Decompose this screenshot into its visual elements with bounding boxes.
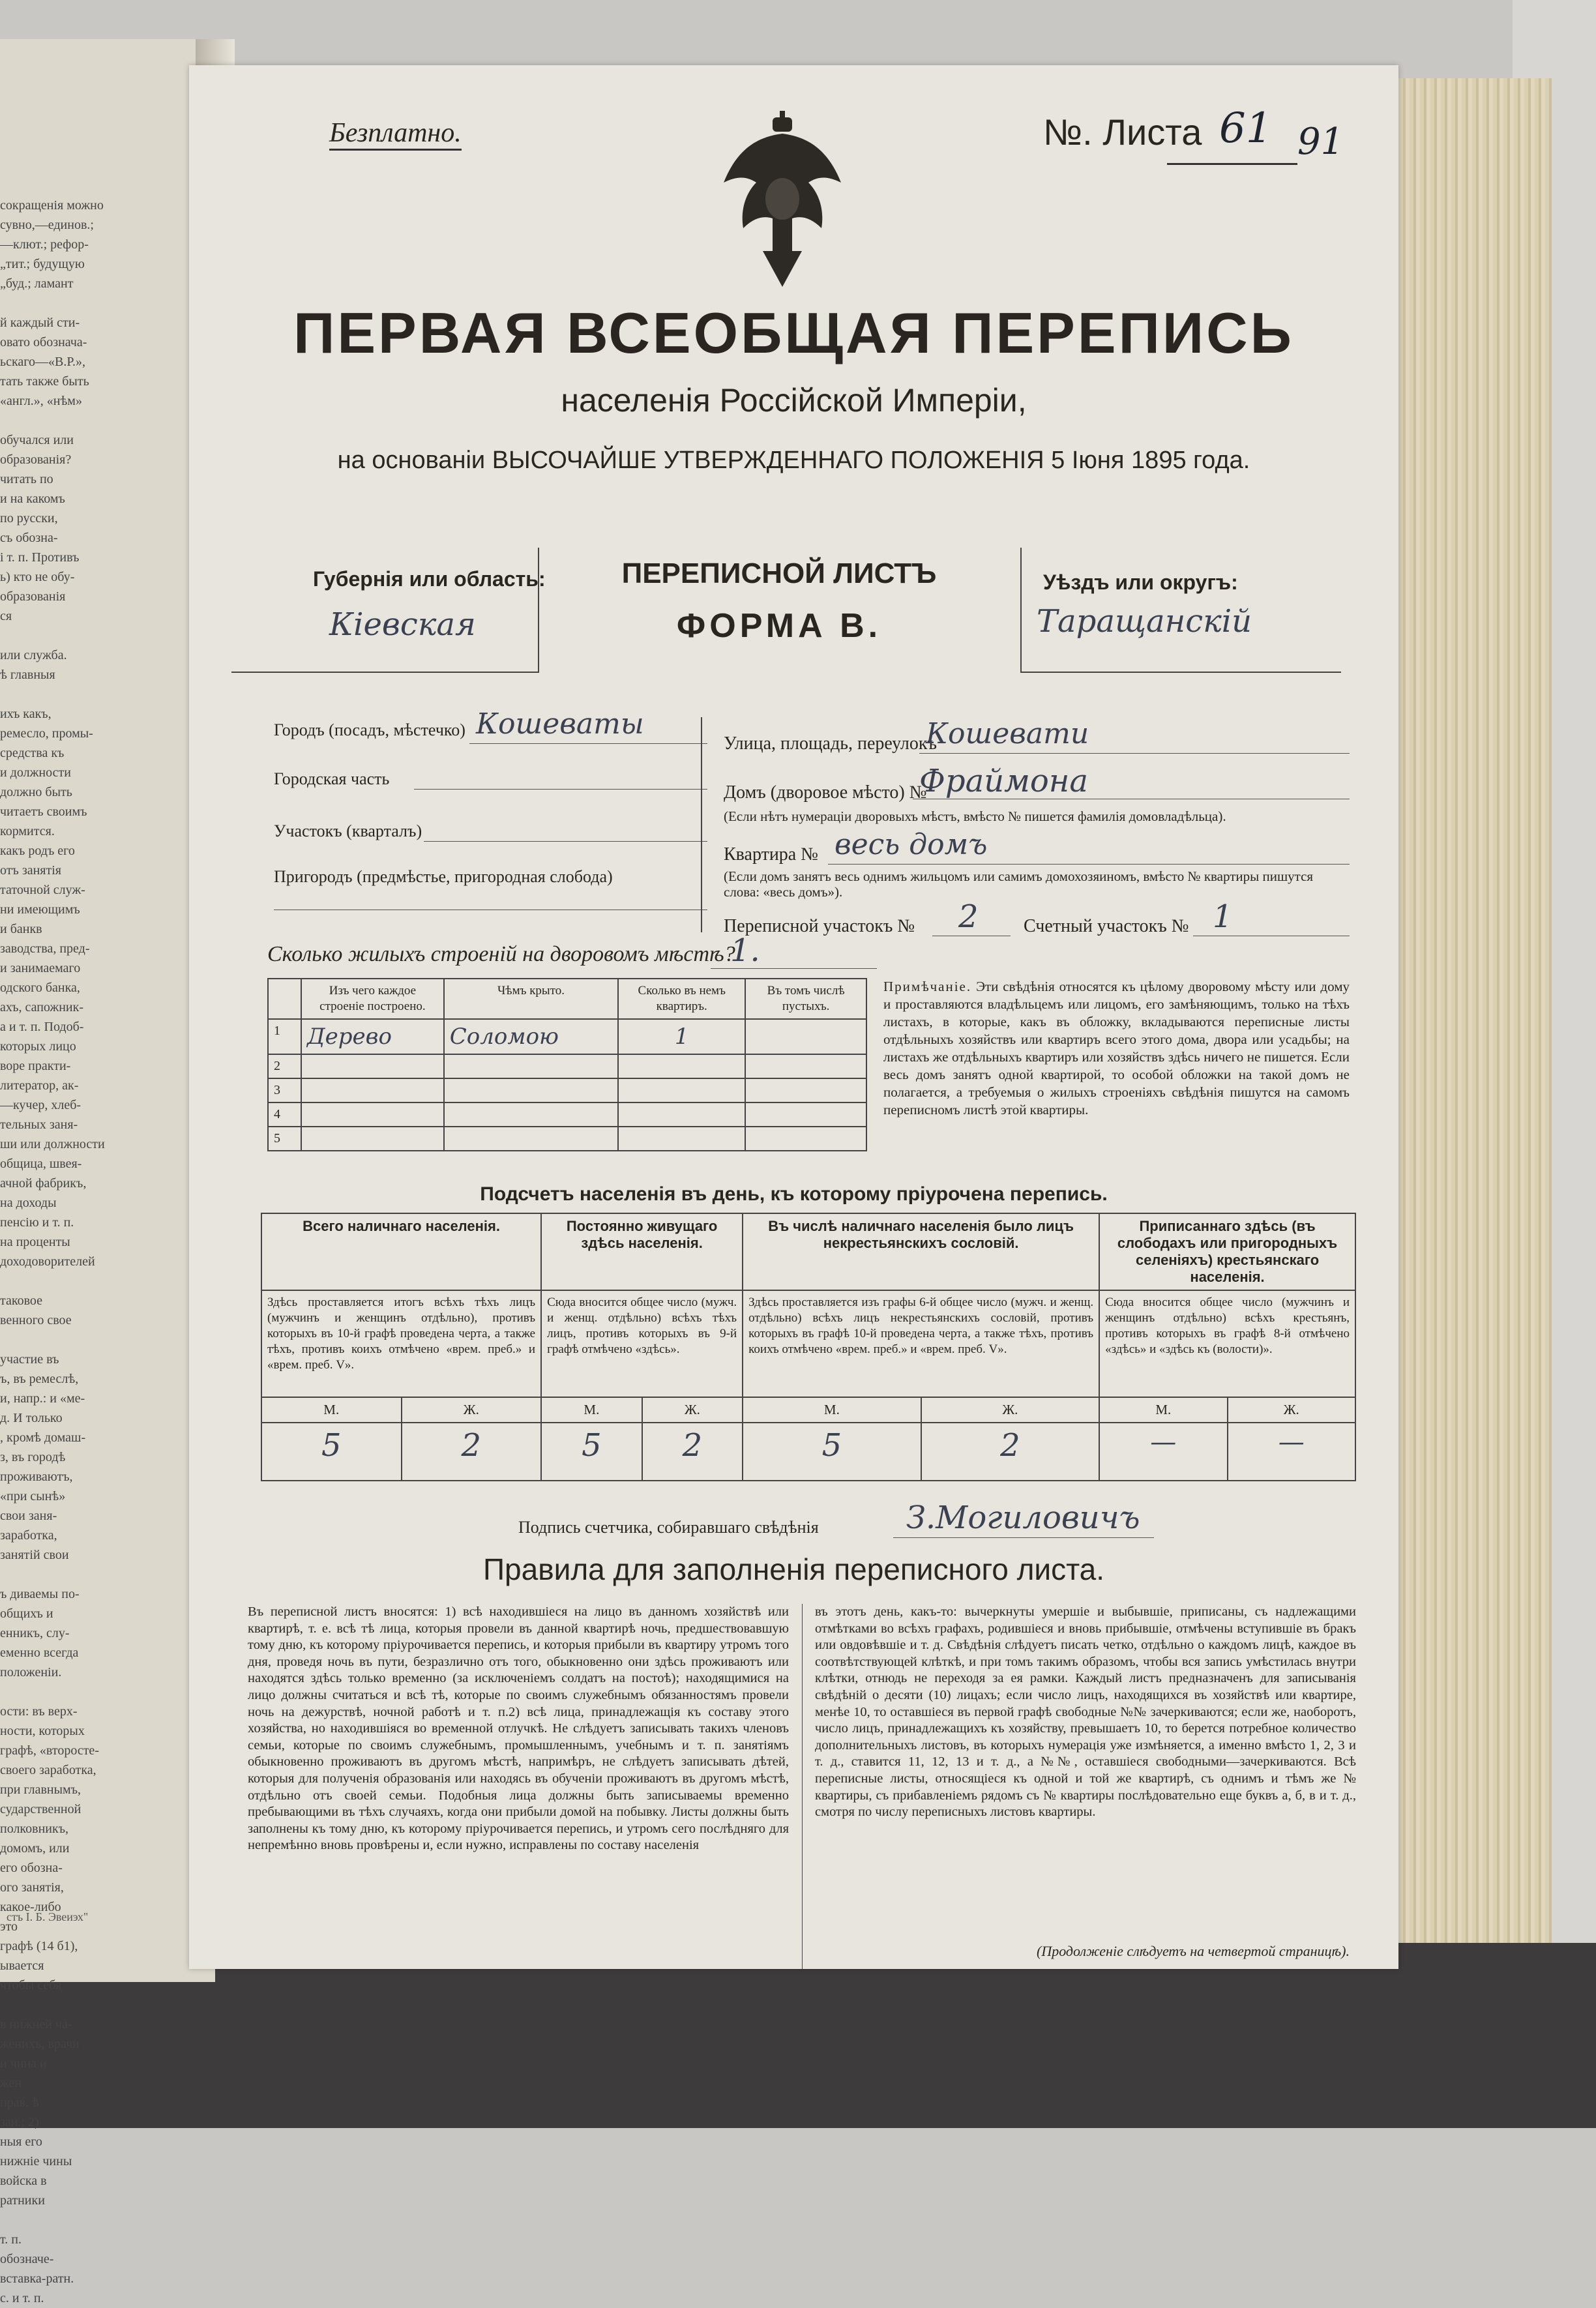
left-page-line: пенсію и т. п.	[0, 1215, 74, 1230]
rules-column-divider	[802, 1604, 803, 1969]
left-page-footer: стъ І. Б. Эвеиэх"	[7, 1910, 89, 1923]
address-divider	[701, 717, 702, 932]
left-page-line: полковникъ,	[0, 1822, 69, 1836]
double-headed-eagle-emblem	[711, 111, 854, 293]
building-material[interactable]	[301, 1127, 444, 1151]
left-page-line: отъ занятія	[0, 863, 61, 878]
left-page	[0, 39, 215, 2305]
buildings-col-empty: Въ томъ числѣ пустыхъ.	[745, 979, 866, 1019]
sex-label-f: Ж.	[402, 1397, 542, 1423]
left-page-line: вставка-ратн.	[0, 2271, 74, 2286]
left-page-line: заработка,	[0, 1528, 57, 1543]
uchastok-label: Участокъ (кварталъ)	[274, 821, 422, 840]
left-page-line: доходоворителей	[0, 1254, 95, 1269]
subtitle: населенія Россійской Имперіи,	[561, 382, 1027, 419]
legal-basis: на основаніи ВЫСОЧАЙШЕ УТВЕРЖДЕННАГО ПОЛОЖЕНІЯ 5 Іюня 1895 года.	[337, 447, 1250, 474]
left-page-line: кормится.	[0, 824, 55, 838]
city-line	[469, 743, 707, 744]
left-page-line: ъ, въ ремеслѣ,	[0, 1372, 79, 1386]
building-empty[interactable]	[745, 1078, 866, 1102]
sheet-number-label: №. Листа	[1043, 111, 1202, 153]
apartment-value[interactable]: весь домъ	[835, 828, 988, 861]
left-page-line: чтобы себя	[0, 1978, 62, 1992]
left-page-line: или служба.	[0, 648, 67, 662]
count-title: Подсчетъ населенія въ день, къ которому пріурочена перепись.	[480, 1183, 1108, 1205]
left-page-line	[0, 1682, 209, 1702]
building-material[interactable]	[301, 1078, 444, 1102]
count-present-f[interactable]: 2	[402, 1423, 542, 1481]
left-page-line: —клют.; рефор-	[0, 237, 89, 252]
count-desc-permanent: Сюда вносится общее число (мужч. и женщ. отдѣльно) всѣхъ тѣхъ лицъ, противъ которыхъ въ 9-й графѣ отмѣчено «здѣсь».	[541, 1290, 743, 1397]
buildings-table-header	[268, 979, 866, 1019]
left-page-line: по русски,	[0, 511, 58, 525]
left-page-line: одского банка,	[0, 981, 80, 995]
count-permanent-m[interactable]: 5	[541, 1423, 642, 1481]
sex-label-m: М.	[743, 1397, 921, 1423]
apartment-note: (Если домъ занятъ весь однимъ жильцомъ или самимъ домохозяиномъ, вмѣсто № квартиры пишутся слова: «весь домъ»).	[724, 868, 1314, 900]
left-page-line	[0, 685, 209, 704]
left-page-line	[0, 626, 209, 645]
left-page-line: графѣ (14 б1),	[0, 1939, 78, 1953]
left-page-line: и на какомъ	[0, 492, 65, 506]
sex-label-m: М.	[1099, 1397, 1227, 1423]
count-sex-labels	[261, 1397, 1355, 1423]
apartment-label: Квартира №	[724, 844, 818, 865]
left-page-line: графѣ, «второсте-	[0, 1743, 99, 1758]
house-value[interactable]: Фраймона	[919, 763, 1089, 799]
left-page-line: свои заня-	[0, 1509, 57, 1523]
form-title: ПЕРЕПИСНОЙ ЛИСТЪ	[621, 557, 937, 589]
left-page-line: положеніи.	[0, 1665, 62, 1679]
count-desc-present: Здѣсь проставляется итогъ всѣхъ тѣхъ лицъ (мужчинъ и женщинъ отдѣльно), противъ которыхъ въ 10-й графѣ проведена черта, а также тѣхъ, противъ коихъ отмѣчено «врем. преб.» и «врем. преб. V».	[261, 1290, 541, 1397]
left-page-line: обучался или	[0, 433, 74, 447]
left-page-line: ачной фабрикъ,	[0, 1176, 87, 1191]
left-page-line: ѣ главныя	[0, 668, 55, 682]
sex-label-f: Ж.	[1228, 1397, 1356, 1423]
left-page-line: и занимаемаго	[0, 961, 81, 975]
left-page-line: какъ родъ его	[0, 844, 75, 858]
desk-surface	[0, 1943, 1596, 2128]
building-empty[interactable]	[745, 1102, 866, 1127]
table-row	[268, 1102, 866, 1127]
left-page-line: своего заработка,	[0, 1763, 96, 1777]
uchastok-line	[424, 841, 707, 842]
left-page-line: ныя его	[0, 2135, 42, 2149]
building-roof[interactable]: Соломою	[444, 1019, 618, 1054]
left-page-line: ывается	[0, 1959, 44, 1973]
left-page-line: а и т. п. Подоб-	[0, 1020, 84, 1034]
left-page-line: проживаютъ,	[0, 1470, 73, 1484]
count-district-label: Счетный участокъ №	[1024, 916, 1189, 936]
left-page-line: венного свое	[0, 1313, 72, 1327]
left-page-line: ихъ какъ,	[0, 707, 52, 721]
count-nonpeasant-m[interactable]: 5	[743, 1423, 921, 1481]
uezd-label: Уѣздъ или округъ:	[1043, 570, 1238, 594]
left-page-line: тать также быть	[0, 374, 89, 389]
left-page-line: какое-либо	[0, 1900, 61, 1914]
left-page-line: з, въ городѣ	[0, 1450, 66, 1464]
building-apartments[interactable]	[618, 1078, 745, 1102]
apartment-line	[828, 864, 1350, 865]
city-part-label: Городская часть	[274, 769, 390, 788]
left-page-line	[0, 1271, 209, 1291]
paper-stack-edge	[1389, 78, 1552, 1943]
left-page-line: заи.; 2)	[0, 2115, 39, 2129]
table-row	[268, 1019, 866, 1054]
count-desc-peasant: Сюда вносится общее число (мужчинъ и женщинъ отдѣльно) всѣхъ крестьянъ, противъ которыхъ въ графѣ 8-й отмѣчено «здѣсь» и «здѣсь къ (волости)».	[1099, 1290, 1355, 1397]
sex-label-f: Ж.	[921, 1397, 1099, 1423]
note	[883, 978, 1350, 1119]
building-roof[interactable]	[444, 1127, 618, 1151]
house-note: (Если нѣтъ нумераціи дворовыхъ мѣстъ, вмѣсто № пишется фамилія домовладѣльца).	[724, 808, 1226, 824]
left-page-line: сокращенія можно	[0, 198, 104, 213]
left-page-line: сударственной	[0, 1802, 81, 1816]
left-page-line: средства къ	[0, 746, 65, 760]
left-page-line: ся	[0, 609, 12, 623]
left-page-line: это	[0, 1919, 18, 1934]
uezd-value[interactable]: Таращанскій	[1037, 603, 1252, 640]
left-page-line: ьскаго—«В.Р.»,	[0, 355, 85, 369]
building-material[interactable]	[301, 1102, 444, 1127]
count-present-m[interactable]: 5	[261, 1423, 402, 1481]
left-page-line: воре практи-	[0, 1059, 71, 1073]
left-page-line: с. и т. п.	[0, 2291, 44, 2305]
building-empty[interactable]	[745, 1127, 866, 1151]
sex-label-f: Ж.	[642, 1397, 743, 1423]
table-row	[268, 1054, 866, 1078]
count-peasant-m[interactable]: —	[1099, 1423, 1227, 1481]
form-letter: ФОРМА В.	[676, 607, 882, 645]
street-value[interactable]: Кошевати	[926, 717, 1089, 750]
left-page-line: —кучер, хлеб-	[0, 1098, 81, 1112]
left-page-line: тельных заня-	[0, 1117, 78, 1132]
left-page-line: на доходы	[0, 1196, 57, 1210]
left-page-line	[0, 1995, 209, 2015]
sex-label-m: М.	[541, 1397, 642, 1423]
table-row	[268, 1127, 866, 1151]
left-page-line: і т. п. Противъ	[0, 550, 80, 565]
building-material[interactable]: Дерево	[301, 1019, 444, 1054]
table-row	[268, 1078, 866, 1102]
count-peasant-f[interactable]: —	[1228, 1423, 1356, 1481]
left-page-line: й каждый сти-	[0, 316, 80, 330]
left-page-line: «англ.», «нѣм»	[0, 394, 82, 408]
buildings-col-apartments: Сколько въ немъ квартиръ.	[618, 979, 745, 1019]
left-page-line	[0, 411, 209, 430]
left-page-line	[0, 1565, 209, 1584]
left-page-text	[0, 196, 209, 2308]
count-nonpeasant-f[interactable]: 2	[921, 1423, 1099, 1481]
left-page-line: ъ диваемы по-	[0, 1587, 80, 1601]
count-col-present: Всего наличнаго населенія.	[261, 1213, 541, 1290]
rules-continuation: (Продолженіе слѣдуетъ на четвертой страницѣ).	[1037, 1943, 1350, 1959]
left-page-line: „буд.; ламант	[0, 276, 74, 291]
count-district-value[interactable]: 1	[1213, 898, 1233, 935]
sheet-number-alt: 91	[1297, 121, 1344, 163]
left-page-line: таточной служ-	[0, 883, 85, 897]
count-permanent-f[interactable]: 2	[642, 1423, 743, 1481]
left-page-line: енникъ, слу-	[0, 1626, 70, 1640]
gubernia-value[interactable]: Кіевская	[329, 606, 476, 643]
left-page-line: нижніе чины	[0, 2154, 72, 2168]
row-number: 3	[268, 1078, 301, 1102]
left-page-line: сувно,—единов.;	[0, 218, 94, 232]
rules-title: Правила для заполненія переписного листа.	[482, 1552, 1105, 1586]
left-page-line: его обозна-	[0, 1861, 63, 1875]
left-page-line: участие въ	[0, 1352, 59, 1367]
left-page-line: прав. ѣ	[0, 2095, 39, 2110]
left-page-line: занятій свои	[0, 1548, 69, 1562]
left-page-line: ремесло, промы-	[0, 726, 93, 741]
left-page-line: при главнымъ,	[0, 1783, 81, 1797]
left-page-line	[0, 2210, 209, 2230]
buildings-question: Сколько жилыхъ строеній на дворовомъ мѣстѣ?	[267, 942, 735, 966]
buildings-col-roof: Чѣмъ крыто.	[444, 979, 618, 1019]
left-page-line: должно быть	[0, 785, 72, 799]
rules-left-column: Въ переписной листъ вносятся: 1) всѣ находившіеся на лицо въ данномъ хозяйствѣ или квартирѣ, т. е. всѣ тѣ лица, которыя провели въ данной квартирѣ ночь, предшествовавшую тому дню, къ которому пріурочивается перепись, и которыя прибыли въ квартиру утромъ того дня, проведя ночь въ пути, безразлично отъ того, обыкновенно они здѣсь проживаютъ или находятся здѣсь только временно (за исключеніемъ солдатъ на постоѣ); находящимися на лицо должны считаться и всѣ тѣ, которые по своимъ служебнымъ обязанностямъ провели ночь на дежурствѣ, ночной работѣ и т. п.2) всѣ лица, принадлежащія къ составу этого хозяйства, но находившіяся во временной отлучкѣ. Не слѣдуетъ записывать такихъ членовъ семьи, которые по своимъ служебнымъ, промышленнымъ, учебнымъ и т. п. занятіямъ обыкновенно проживаютъ въ другомъ мѣстѣ, напримѣръ, не слѣдуетъ записывать дѣтей, которыя для полученія образованія или находясь въ обученіи проживаютъ въ другомъ мѣстѣ, отдѣльно отъ своей семьи. Подобныя лица должны быть записываемы временно пребывающими въ тѣхъ случаяхъ, когда они прибыли домой на побывку. Листы должны быть заполнены къ тому дню, къ которому пріурочивается перепись, и утромъ сего послѣдняго для непремѣнно вновь провѣрены и, если нужно, исправлены по составу населенія	[248, 1605, 789, 1853]
left-page-line: ности, которых	[0, 1724, 85, 1738]
left-page-line: ь) кто не обу-	[0, 570, 75, 584]
signature-label: Подпись счетчика, собиравшаго свѣдѣнія	[518, 1518, 819, 1537]
row-number: 2	[268, 1054, 301, 1078]
left-page-line: и чина и	[0, 2056, 47, 2071]
building-empty[interactable]	[745, 1019, 866, 1054]
left-page-line: которых лицо	[0, 1039, 76, 1054]
building-apartments[interactable]: 1	[618, 1019, 745, 1054]
prigorod-label: Пригородъ (предмѣстье, пригородная слобода)	[274, 867, 613, 886]
left-page-line: и должности	[0, 765, 71, 780]
building-apartments[interactable]	[618, 1102, 745, 1127]
left-page-line: на проценты	[0, 1235, 70, 1249]
rules-right-column: въ этотъ день, какъ-то: вычеркнуты умершіе и выбывшіе, приписаны, съ надлежащими отмѣтками во всѣхъ графахъ, родившіеся и вновь прибывшіе, отмѣчены вступившіе въ бракъ или овдовѣвшіе и т. д. Свѣдѣнія слѣдуетъ писать четко, отдѣльно о каждомъ лицѣ, каждое въ соотвѣтствующей клѣткѣ, и при томъ такимъ образомъ, чтобы вся запись умѣстилась внутри клѣтки, отнюдь не переходя за ея рамки. Каждый листъ предназначенъ для записыванія свѣдѣній о десяти (10) лицахъ; если число лицъ, находящихся въ хозяйствѣ или квартире, менѣе 10, то оставшіеся въ первой графѣ свободные №№ зачеркиваются; если же, наоборотъ, число лицъ, принадлежащихъ къ хозяйству, превышаетъ 10, то берется потребное количество дополнительныхъ листовъ, въ которыхъ нумерація уже измѣняется, а именно вмѣсто 1, 2, 3 и т. д., ставится 11, 12, 13 и т. д., а №№, оставшіеся свободными—зачеркиваются. Всѣ переписные листы, относящіеся къ одной и той же квартирѣ, съ однимъ и тѣмъ же № квартиры, съ прибавленіемъ рядомъ съ № квартиры послѣдовательно еще буквъ а, б, в и т. д., смотря по числу переписныхъ листовъ квартиры.	[815, 1605, 1356, 1820]
left-page-line: образованія	[0, 589, 66, 604]
left-page-line: ратники	[0, 2193, 45, 2208]
left-page-line: д. И только	[0, 1411, 63, 1425]
buildings-table	[267, 978, 867, 1151]
left-page-line: , кромѣ домаш-	[0, 1430, 86, 1445]
city-label: Городъ (посадъ, мѣстечко)	[274, 720, 466, 739]
row-number: 5	[268, 1127, 301, 1151]
building-roof[interactable]	[444, 1102, 618, 1127]
building-roof[interactable]	[444, 1054, 618, 1078]
left-page-line: читать по	[0, 472, 53, 486]
left-page-line: заводства, пред-	[0, 941, 90, 956]
left-page-line: съ обозна-	[0, 531, 58, 545]
left-page-line: литератор, ак-	[0, 1078, 79, 1093]
left-page-line: „тит.; будущую	[0, 257, 85, 271]
house-label: Домъ (дворовое мѣсто) №	[724, 782, 927, 803]
left-page-line: «при сынѣ»	[0, 1489, 66, 1503]
census-district-value[interactable]: 2	[958, 898, 979, 935]
left-page-line: жен	[0, 2076, 22, 2090]
left-page-line: еменно всегда	[0, 1646, 79, 1660]
sheet-number-value: 61	[1219, 104, 1273, 153]
left-page-line: таковое	[0, 1294, 42, 1308]
left-page-line: образованія?	[0, 452, 72, 467]
left-page-line: ни имеющимъ	[0, 902, 80, 917]
census-sheet	[189, 65, 1398, 1969]
buildings-answer[interactable]: 1.	[730, 932, 760, 969]
count-values	[261, 1423, 1355, 1481]
sheet-number-underline	[1167, 163, 1297, 165]
buildings-col-material: Изъ чего каждое строеніе построено.	[301, 979, 444, 1019]
building-apartments[interactable]	[618, 1054, 745, 1078]
free-label: Безплатно.	[329, 117, 462, 151]
left-page-line: обозначе-	[0, 2252, 54, 2266]
left-page-line: домомъ, или	[0, 1841, 70, 1856]
left-page-line: войска в	[0, 2174, 47, 2188]
building-empty[interactable]	[745, 1054, 866, 1078]
census-district-label: Переписной участокъ №	[724, 916, 915, 936]
left-page-line: читаетъ своимъ	[0, 805, 87, 819]
note-text: Эти свѣдѣнія относятся къ цѣлому дворовому мѣсту или дому и проставляются владѣльцемъ или лицомъ, его замѣняющимъ, только на тѣхъ листахъ, в которые, какъ въ обложку, вкладываются переписные листы отдѣльныхъ хозяйствъ или квартиръ всего этого дома, двора или усадьбы; на листахъ же отдѣльныхъ квартиръ или хозяйствъ здѣсь ничего не пишется. Если весь домъ занятъ одной квартирой, то особой обложки на такой домъ не полагается, а требуемыя о жилыхъ строеніяхъ свѣдѣнія пишутся на самомъ переписномъ листѣ этой квартиры.	[883, 979, 1350, 1117]
row-number: 1	[268, 1019, 301, 1054]
street-line	[919, 753, 1350, 754]
count-col-permanent: Постоянно живущаго здѣсь населенія.	[541, 1213, 743, 1290]
row-number: 4	[268, 1102, 301, 1127]
left-page-line: ши или должности	[0, 1137, 105, 1151]
city-part-line	[414, 789, 707, 790]
left-page-line: ахъ, сапожник-	[0, 1000, 83, 1014]
street-label: Улица, площадь, переулокъ	[724, 733, 937, 754]
building-material[interactable]	[301, 1054, 444, 1078]
left-page-line: общихъ и	[0, 1606, 53, 1621]
left-page-line: овато обознача-	[0, 335, 87, 349]
city-value[interactable]: Кошеваты	[476, 707, 644, 741]
buildings-answer-line	[711, 968, 877, 969]
note-label: Примѣчаніе.	[883, 979, 972, 994]
left-page-line: и, напр.: и «ме-	[0, 1391, 85, 1406]
count-headers	[261, 1213, 1355, 1290]
count-col-nonpeasant: Въ числѣ наличнаго населенія было лицъ некрестьянскихъ сословій.	[743, 1213, 1099, 1290]
signature-line	[893, 1537, 1154, 1538]
left-page-line: общица, швея-	[0, 1157, 82, 1171]
left-page-line: ости: въ верх-	[0, 1704, 78, 1719]
count-desc-nonpeasant: Здѣсь проставляется изъ графы 6-й общее число (мужч. и женщ. отдѣльно) всѣхъ лицъ некрестьянскихъ сословій, противъ которыхъ въ графѣ 10-й проведена черта, а также тѣхъ, противъ коихъ отмѣчено «врем. преб.» и «врем. преб. V».	[743, 1290, 1099, 1397]
left-page-line: в нижней ча-	[0, 2017, 72, 2032]
building-roof[interactable]	[444, 1078, 618, 1102]
count-col-peasant: Приписаннаго здѣсь (въ слободахъ или пригородныхъ селеніяхъ) крестьянскаго населенія.	[1099, 1213, 1355, 1290]
left-page-line	[0, 1330, 209, 1350]
left-page-line: женихъ, врачи	[0, 2037, 80, 2051]
enumerator-signature: З.Могиловичъ	[906, 1500, 1140, 1536]
building-apartments[interactable]	[618, 1127, 745, 1151]
left-page-line: ого занятія,	[0, 1880, 64, 1895]
gubernia-label: Губернія или область:	[313, 567, 546, 591]
count-descriptions	[261, 1290, 1355, 1397]
left-page-line: т. п.	[0, 2232, 22, 2247]
left-page-line	[0, 293, 209, 313]
sex-label-m: М.	[261, 1397, 402, 1423]
main-title: ПЕРВАЯ ВСЕОБЩАЯ ПЕРЕПИСЬ	[293, 301, 1294, 365]
count-table	[261, 1213, 1356, 1481]
left-page-line: и банкв	[0, 922, 42, 936]
